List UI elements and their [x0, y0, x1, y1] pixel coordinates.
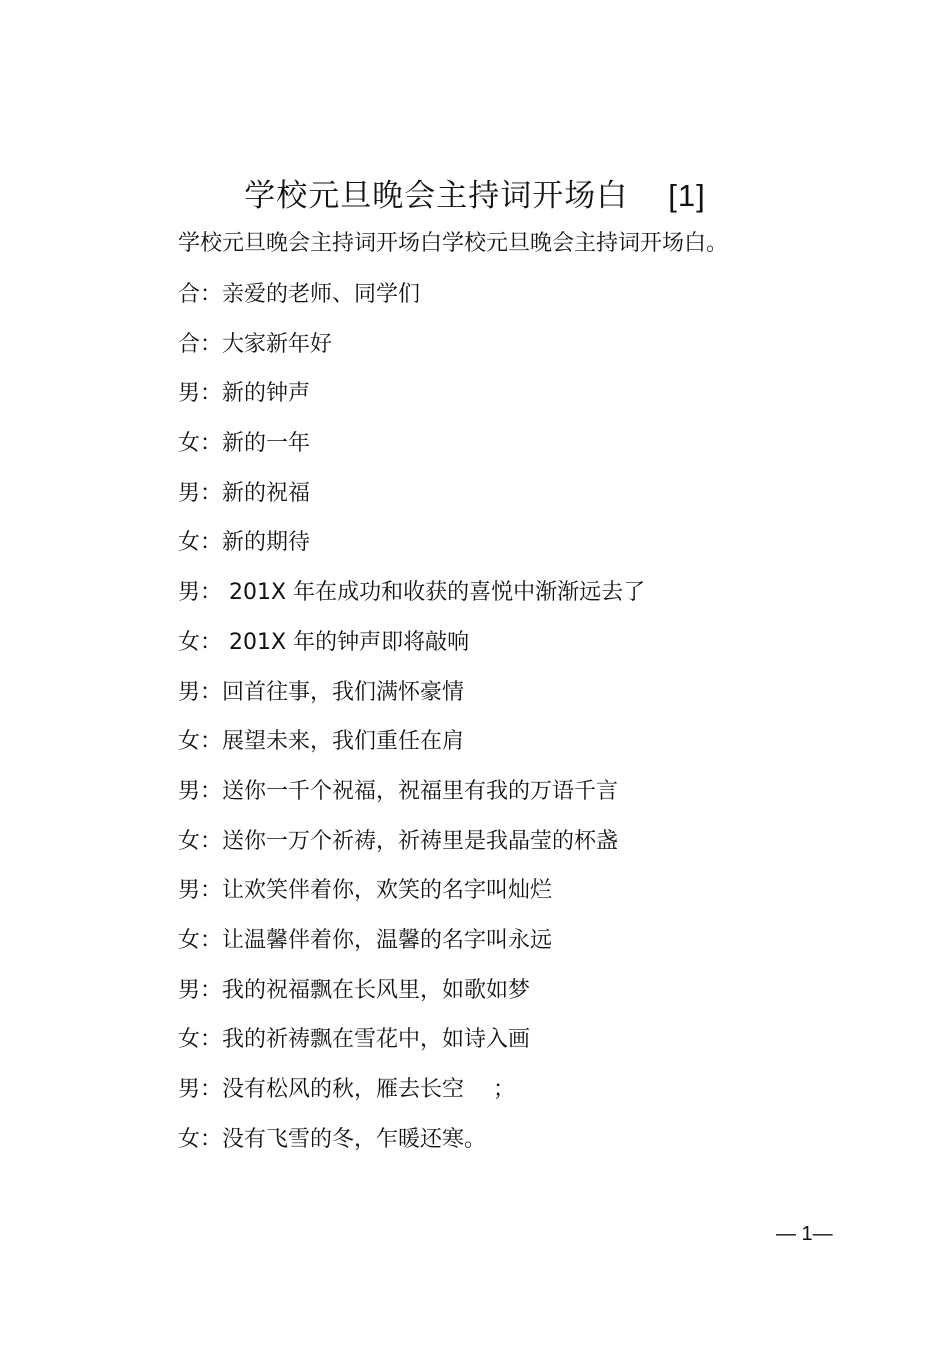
line-text: 大家新年好: [222, 331, 333, 357]
line-text: 新的期待: [222, 530, 311, 556]
speaker-colon: ：: [200, 629, 223, 655]
speaker-colon: ：: [200, 331, 223, 357]
dialogue-line: [178, 925, 645, 975]
dialogue-line: [178, 1024, 645, 1074]
speaker-label: 女: [178, 1027, 201, 1053]
dialogue-line: [178, 428, 645, 478]
speaker-colon: ：: [200, 828, 223, 854]
speaker-label: 女: [178, 927, 201, 953]
line-text: 我的祝福飘在长风里，如歌如梦: [222, 977, 531, 1003]
dialogue-line: [178, 527, 645, 577]
speaker-colon: ：: [200, 580, 223, 606]
intro-paragraph: 学校元旦晚会主持词开场白学校元旦晚会主持词开场白。: [178, 231, 729, 256]
line-text: 新的祝福: [222, 480, 311, 506]
speaker-label: 男: [178, 480, 201, 506]
speaker-label: 合: [178, 331, 201, 357]
speaker-label: 男: [178, 679, 201, 705]
speaker-label: 女: [178, 1126, 201, 1152]
speaker-colon: ：: [200, 1126, 223, 1152]
dialogue-line: [178, 726, 645, 776]
speaker-colon: ：: [200, 778, 223, 804]
line-text: 让温馨伴着你，温馨的名字叫永远: [222, 927, 553, 953]
document-title: [0, 176, 950, 216]
speaker-colon: ：: [200, 878, 223, 904]
speaker-colon: ：: [200, 480, 223, 506]
dialogue-line: [178, 1074, 645, 1124]
line-text: 送你一千个祝福，祝福里有我的万语千言: [222, 778, 619, 804]
dialogue-line: [178, 1124, 645, 1174]
title-text: 学校元旦晚会主持词开场白: [244, 178, 629, 214]
speaker-label: 男: [178, 381, 201, 407]
speaker-colon: ：: [200, 1027, 223, 1053]
line-text: 让欢笑伴着你，欢笑的名字叫灿烂: [222, 878, 553, 904]
dialogue-line: [178, 677, 645, 727]
line-text: 没有松风的秋，雁去长空 ；: [222, 1077, 516, 1102]
speaker-label: 女: [178, 431, 201, 457]
dialogue-line: [178, 279, 645, 329]
line-text: 201X 年在成功和收获的喜悦中渐渐远去了: [222, 580, 646, 606]
line-text: 我的祈祷飘在雪花中，如诗入画: [222, 1027, 531, 1053]
dialogue-line: [178, 826, 645, 876]
line-text: 展望未来，我们重任在肩: [222, 729, 465, 755]
speaker-label: 男: [178, 977, 201, 1003]
dialogue-line: [178, 875, 645, 925]
dialogue-line: [178, 478, 645, 528]
dialogue-line: [178, 577, 645, 627]
speaker-colon: ：: [200, 1077, 223, 1102]
speaker-label: 女: [178, 828, 201, 854]
speaker-colon: ：: [200, 282, 223, 307]
speaker-colon: ：: [200, 381, 223, 407]
line-text: 201X 年的钟声即将敲响: [222, 629, 470, 655]
speaker-label: 女: [178, 729, 201, 755]
speaker-colon: ：: [200, 927, 223, 953]
dialogue-line: [178, 776, 645, 826]
speaker-label: 女: [178, 530, 201, 556]
speaker-label: 男: [178, 1077, 201, 1102]
dialogue-line: [178, 975, 645, 1025]
speaker-colon: ：: [200, 729, 223, 755]
line-text: 回首往事，我们满怀豪情: [222, 679, 465, 705]
speaker-colon: ：: [200, 530, 223, 556]
page-number: — 1—: [776, 1223, 833, 1245]
line-text: 亲爱的老师、同学们: [222, 282, 421, 307]
title-suffix: [1]: [668, 178, 706, 213]
speaker-label: 男: [178, 778, 201, 804]
speaker-colon: ：: [200, 431, 223, 457]
speaker-label: 男: [178, 580, 201, 606]
speaker-label: 合: [178, 282, 201, 307]
line-text: 没有飞雪的冬，乍暖还寒。: [222, 1126, 487, 1152]
dialogue-line: [178, 378, 645, 428]
speaker-label: 女: [178, 629, 201, 655]
line-text: 新的一年: [222, 431, 311, 457]
speaker-colon: ：: [200, 977, 223, 1003]
dialogue-lines: [178, 279, 645, 1173]
speaker-colon: ：: [200, 679, 223, 705]
line-text: 送你一万个祈祷，祈祷里是我晶莹的杯盏: [222, 828, 619, 854]
dialogue-line: [178, 329, 645, 379]
speaker-label: 男: [178, 878, 201, 904]
line-text: 新的钟声: [222, 381, 311, 407]
dialogue-line: [178, 627, 645, 677]
